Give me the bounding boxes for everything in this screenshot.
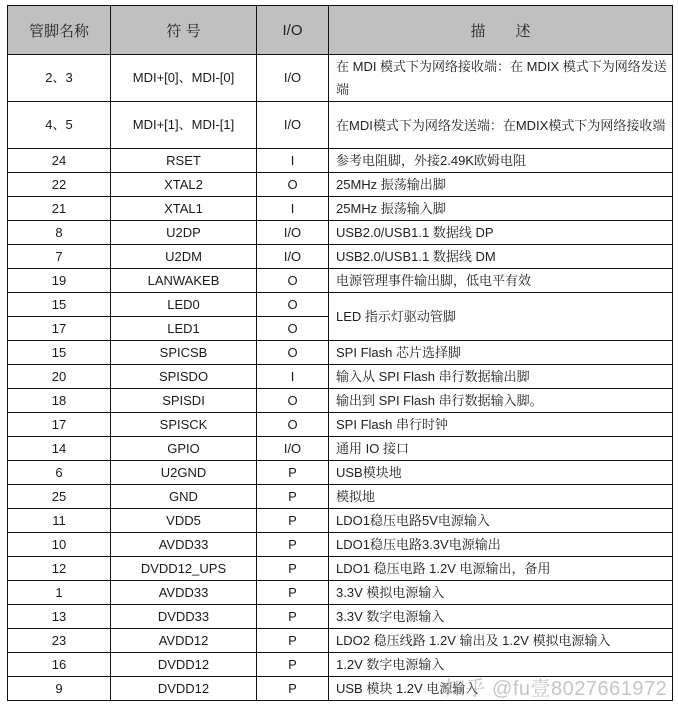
- cell-description: 3.3V 模拟电源输入: [329, 581, 673, 605]
- cell-io: I/O: [257, 437, 329, 461]
- cell-symbol: MDI+[1]、MDI-[1]: [111, 102, 257, 149]
- table-row: [8, 461, 673, 485]
- cell-io: O: [257, 389, 329, 413]
- cell-io: I/O: [257, 221, 329, 245]
- cell-pin: 1: [8, 581, 111, 605]
- pin-description-table: [7, 5, 673, 701]
- table-row: [8, 533, 673, 557]
- cell-description: 25MHz 振荡输出脚: [329, 173, 673, 197]
- watermark: 知乎 @fu壹8027661972: [445, 678, 668, 700]
- cell-io: I/O: [257, 55, 329, 102]
- cell-symbol: AVDD33: [111, 581, 257, 605]
- table-row: [8, 557, 673, 581]
- cell-symbol: U2GND: [111, 461, 257, 485]
- table-row: [8, 605, 673, 629]
- cell-io: P: [257, 461, 329, 485]
- table-row: [8, 653, 673, 677]
- cell-pin: 19: [8, 269, 111, 293]
- cell-description: 模拟地: [329, 485, 673, 509]
- cell-description: SPI Flash 芯片选择脚: [329, 341, 673, 365]
- cell-pin: 20: [8, 365, 111, 389]
- cell-description: SPI Flash 串行时钟: [329, 413, 673, 437]
- cell-pin: 21: [8, 197, 111, 221]
- cell-description: 25MHz 振荡输入脚: [329, 197, 673, 221]
- cell-io: I: [257, 149, 329, 173]
- table-row: [8, 149, 673, 173]
- cell-pin: 15: [8, 293, 111, 317]
- cell-io: O: [257, 269, 329, 293]
- cell-symbol: XTAL1: [111, 197, 257, 221]
- cell-description: LDO1稳压电路5V电源输入: [329, 509, 673, 533]
- cell-io: I: [257, 365, 329, 389]
- table-row: [8, 509, 673, 533]
- cell-pin: 10: [8, 533, 111, 557]
- cell-symbol: GPIO: [111, 437, 257, 461]
- cell-symbol: U2DP: [111, 221, 257, 245]
- cell-description: LDO2 稳压线路 1.2V 输出及 1.2V 模拟电源输入: [329, 629, 673, 653]
- cell-symbol: SPICSB: [111, 341, 257, 365]
- cell-io: P: [257, 509, 329, 533]
- cell-description: 输入从 SPI Flash 串行数据输出脚: [329, 365, 673, 389]
- header-pin-name: 管脚名称: [8, 6, 111, 55]
- cell-symbol: AVDD33: [111, 533, 257, 557]
- table-row: [8, 221, 673, 245]
- cell-description-merged: LED 指示灯驱动管脚: [329, 293, 673, 341]
- table-row: [8, 365, 673, 389]
- cell-io: P: [257, 629, 329, 653]
- table-row: [8, 677, 673, 701]
- cell-symbol: GND: [111, 485, 257, 509]
- cell-io: O: [257, 317, 329, 341]
- cell-io: O: [257, 173, 329, 197]
- cell-io: P: [257, 533, 329, 557]
- cell-description: 参考电阻脚，外接2.49K欧姆电阻: [329, 149, 673, 173]
- cell-symbol: XTAL2: [111, 173, 257, 197]
- cell-io: P: [257, 653, 329, 677]
- cell-description: LDO1 稳压电路 1.2V 电源输出，备用: [329, 557, 673, 581]
- table-row: [8, 173, 673, 197]
- cell-description: 电源管理事件输出脚，低电平有效: [329, 269, 673, 293]
- cell-symbol: MDI+[0]、MDI-[0]: [111, 55, 257, 102]
- cell-io: I: [257, 197, 329, 221]
- cell-io: O: [257, 341, 329, 365]
- cell-pin: 7: [8, 245, 111, 269]
- cell-symbol: SPISDI: [111, 389, 257, 413]
- cell-pin: 12: [8, 557, 111, 581]
- cell-pin: 11: [8, 509, 111, 533]
- table-row: [8, 197, 673, 221]
- cell-pin: 2、3: [8, 55, 111, 102]
- cell-symbol: LED0: [111, 293, 257, 317]
- cell-pin: 16: [8, 653, 111, 677]
- cell-symbol: SPISCK: [111, 413, 257, 437]
- cell-symbol: LED1: [111, 317, 257, 341]
- cell-pin: 14: [8, 437, 111, 461]
- cell-description: 在 MDI 模式下为网络接收端：在 MDIX 模式下为网络发送端: [329, 55, 673, 102]
- cell-symbol: DVDD12: [111, 653, 257, 677]
- cell-pin: 4、5: [8, 102, 111, 149]
- cell-pin: 8: [8, 221, 111, 245]
- cell-pin: 18: [8, 389, 111, 413]
- cell-io: P: [257, 677, 329, 701]
- cell-pin: 17: [8, 413, 111, 437]
- cell-symbol: SPISDO: [111, 365, 257, 389]
- header-description: 描 述: [329, 6, 673, 55]
- cell-pin: 9: [8, 677, 111, 701]
- header-io: I/O: [257, 6, 329, 55]
- cell-description: USB 模块 1.2V 电源输入: [329, 677, 673, 701]
- cell-io: P: [257, 485, 329, 509]
- cell-io: O: [257, 293, 329, 317]
- table-row: [8, 413, 673, 437]
- cell-symbol: DVDD33: [111, 605, 257, 629]
- cell-pin: 6: [8, 461, 111, 485]
- cell-description: USB2.0/USB1.1 数据线 DM: [329, 245, 673, 269]
- cell-io: O: [257, 413, 329, 437]
- cell-pin: 23: [8, 629, 111, 653]
- cell-pin: 15: [8, 341, 111, 365]
- table-row: [8, 485, 673, 509]
- cell-pin: 13: [8, 605, 111, 629]
- cell-description: 在MDI模式下为网络发送端：在MDIX模式下为网络接收端: [329, 102, 673, 149]
- cell-symbol: AVDD12: [111, 629, 257, 653]
- cell-description: 1.2V 数字电源输入: [329, 653, 673, 677]
- cell-description: LDO1稳压电路3.3V电源输出: [329, 533, 673, 557]
- cell-pin: 25: [8, 485, 111, 509]
- cell-symbol: U2DM: [111, 245, 257, 269]
- cell-io: I/O: [257, 102, 329, 149]
- cell-symbol: DVDD12: [111, 677, 257, 701]
- table-row: [8, 629, 673, 653]
- table-row: [8, 55, 673, 102]
- header-symbol: 符 号: [111, 6, 257, 55]
- cell-io: P: [257, 581, 329, 605]
- cell-description: 输出到 SPI Flash 串行数据输入脚。: [329, 389, 673, 413]
- cell-symbol: RSET: [111, 149, 257, 173]
- cell-pin: 24: [8, 149, 111, 173]
- cell-symbol: LANWAKEB: [111, 269, 257, 293]
- table-row: [8, 245, 673, 269]
- table-header-row: [8, 6, 673, 55]
- cell-io: P: [257, 557, 329, 581]
- table-row: [8, 389, 673, 413]
- cell-description: 通用 IO 接口: [329, 437, 673, 461]
- table-row: [8, 581, 673, 605]
- table-row: [8, 293, 673, 317]
- cell-pin: 17: [8, 317, 111, 341]
- cell-description: 3.3V 数字电源输入: [329, 605, 673, 629]
- table-row: [8, 341, 673, 365]
- table-row: [8, 437, 673, 461]
- cell-io: P: [257, 605, 329, 629]
- cell-io: I/O: [257, 245, 329, 269]
- cell-symbol: VDD5: [111, 509, 257, 533]
- table-row: [8, 102, 673, 149]
- cell-description: USB模块地: [329, 461, 673, 485]
- table-row: [8, 269, 673, 293]
- cell-symbol: DVDD12_UPS: [111, 557, 257, 581]
- cell-pin: 22: [8, 173, 111, 197]
- cell-description: USB2.0/USB1.1 数据线 DP: [329, 221, 673, 245]
